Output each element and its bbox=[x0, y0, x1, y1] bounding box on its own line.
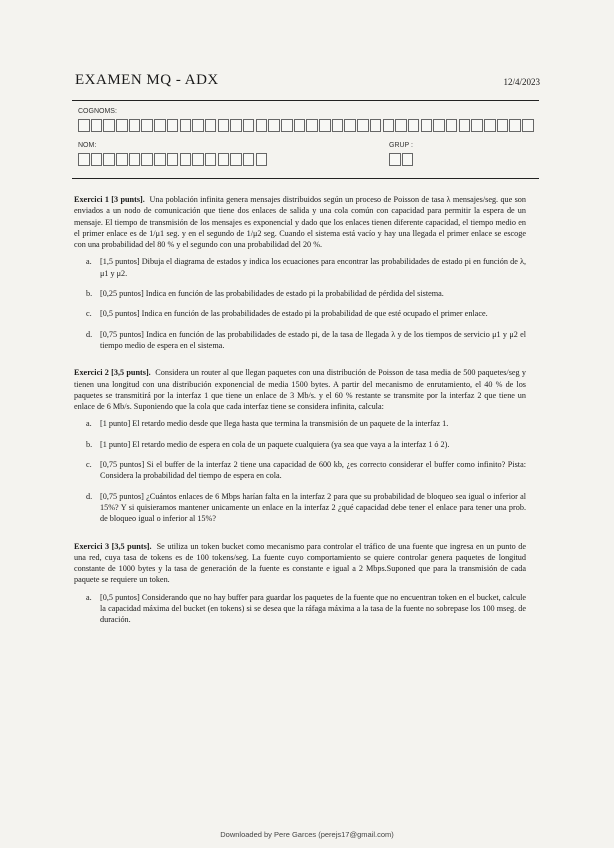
letter-box[interactable] bbox=[129, 153, 141, 166]
letter-box[interactable] bbox=[497, 119, 509, 132]
grup-boxes[interactable] bbox=[389, 153, 414, 166]
list-item bbox=[86, 491, 526, 525]
list-item bbox=[86, 329, 526, 352]
cognoms-label: COGNOMS: bbox=[78, 108, 117, 115]
letter-box[interactable] bbox=[154, 153, 166, 166]
letter-box[interactable] bbox=[522, 119, 534, 132]
letter-box[interactable] bbox=[243, 153, 255, 166]
item-letter: d. bbox=[86, 491, 93, 501]
letter-box[interactable] bbox=[180, 153, 192, 166]
item-text: [0,75 puntos] ¿Cuántos enlaces de 6 Mbps harían falta en la interfaz 2 para que su probabilidad de bloqueo sea igual o inferior al 15%? Y si quisieramos mantener unicamente un enlace en la interfaz 2 ¿qué capacidad debe tener el enlace para tener una prob. de bloqueo igual o inferior al 15%? bbox=[100, 491, 526, 524]
nom-boxes[interactable] bbox=[78, 153, 268, 166]
letter-box[interactable] bbox=[192, 153, 204, 166]
letter-box[interactable] bbox=[408, 119, 420, 132]
exercise-1-items bbox=[74, 256, 526, 351]
letter-box[interactable] bbox=[319, 119, 331, 132]
exercise-3-statement bbox=[74, 541, 526, 586]
letter-box[interactable] bbox=[192, 119, 204, 132]
nom-label: NOM: bbox=[78, 142, 97, 149]
letter-box[interactable] bbox=[154, 119, 166, 132]
letter-box[interactable] bbox=[433, 119, 445, 132]
exercise-2-statement bbox=[74, 367, 526, 412]
letter-box[interactable] bbox=[103, 119, 115, 132]
letter-box[interactable] bbox=[459, 119, 471, 132]
letter-box[interactable] bbox=[402, 153, 414, 166]
exercise-3-intro: Se utiliza un token bucket como mecanismo para controlar el tráfico de una fuente que ingresa en un punto de una red, cuya tasa de tokens es de 100 tokens/seg. La fuente cuyo comportamiento se quiere controlar genera paquetes de longitud constante de 1000 bytes y la tasa de generación de la fuente es constante e igual a 2 Mbps.Suponed que para la transmisión de cada paquete se requiere un token. bbox=[74, 541, 526, 585]
list-item bbox=[86, 418, 526, 429]
cognoms-boxes[interactable] bbox=[78, 119, 535, 132]
letter-box[interactable] bbox=[78, 153, 90, 166]
header-divider-top bbox=[72, 100, 539, 101]
letter-box[interactable] bbox=[243, 119, 255, 132]
exam-date: 12/4/2023 bbox=[503, 77, 540, 87]
list-item bbox=[86, 439, 526, 450]
exercise-2-items bbox=[74, 418, 526, 524]
exercise-1-heading: Exercici 1 [3 punts]. bbox=[74, 195, 145, 204]
item-letter: c. bbox=[86, 309, 92, 319]
letter-box[interactable] bbox=[129, 119, 141, 132]
item-letter: a. bbox=[86, 257, 92, 267]
item-text: [0,5 puntos] Indica en función de las probabilidades de estado pi la probabilidad de que esté ocupado el primer enlace. bbox=[100, 309, 488, 319]
letter-box[interactable] bbox=[218, 119, 230, 132]
exercise-3-heading: Exercici 3 [3,5 punts]. bbox=[74, 541, 152, 551]
letter-box[interactable] bbox=[446, 119, 458, 132]
list-item bbox=[86, 459, 526, 482]
item-text: [0,5 puntos] Considerando que no hay buffer para guardar los paquetes de la fuente que no encuentran token en el bucket, calcule la capacidad máxima del bucket (en tokens) si se desea que la ráfaga máxima a la tasa de la fuente no sobrepase los 100 mseg. de duración. bbox=[100, 592, 526, 625]
letter-box[interactable] bbox=[180, 119, 192, 132]
letter-box[interactable] bbox=[141, 153, 153, 166]
item-text: [0,25 puntos] Indica en función de las probabilidades de estado pi la probabilidad de pérdida del sistema. bbox=[100, 289, 444, 299]
letter-box[interactable] bbox=[91, 119, 103, 132]
item-letter: a. bbox=[86, 419, 92, 429]
item-letter: c. bbox=[86, 460, 92, 470]
letter-box[interactable] bbox=[306, 119, 318, 132]
item-letter: b. bbox=[86, 439, 93, 449]
letter-box[interactable] bbox=[141, 119, 153, 132]
letter-box[interactable] bbox=[205, 153, 217, 166]
list-item bbox=[86, 288, 526, 299]
download-footer: Downloaded by Pere Garces (perejs17@gmail.com) bbox=[220, 830, 394, 839]
list-item bbox=[86, 308, 526, 319]
letter-box[interactable] bbox=[383, 119, 395, 132]
letter-box[interactable] bbox=[78, 119, 90, 132]
letter-box[interactable] bbox=[116, 119, 128, 132]
letter-box[interactable] bbox=[281, 119, 293, 132]
letter-box[interactable] bbox=[421, 119, 433, 132]
item-text: [1 punto] El retardo medio desde que llega hasta que termina la transmisión de un paquete de la interfaz 1. bbox=[100, 419, 449, 429]
item-text: [0,75 puntos] Indica en función de las probabilidades de estado pi, de la tasa de llegada λ y de los tiempos de servicio μ1 y μ2 el tiempo medio de espera en el sistema. bbox=[100, 329, 526, 350]
letter-box[interactable] bbox=[370, 119, 382, 132]
item-letter: b. bbox=[86, 289, 93, 299]
letter-box[interactable] bbox=[256, 153, 268, 166]
item-letter: d. bbox=[86, 329, 93, 339]
item-text: [1 punto] El retardo medio de espera en cola de un paquete cualquiera (ya sea que vaya a la interfaz 1 ó 2). bbox=[100, 439, 450, 449]
exercise-2-heading: Exercici 2 [3,5 punts]. bbox=[74, 368, 151, 378]
letter-box[interactable] bbox=[332, 119, 344, 132]
exercise-2-intro: Considera un router al que llegan paquetes con una distribución de Poisson de tasa media de 500 paquetes/seg y tienen una longitud con una distribución exponencial de media 1500 bytes. A partir del mecanismo de enrutamiento, el 40 % de los paquetes se transmitirá por la interfaz 1 que tiene un enlace de 3 Mb/s. y el 60 % restante se transmite por la interfaz 2 que tiene un enlace de 6 Mb/s. Suponiendo que la cola que cada interfaz tiene se considera infinita, calcula: bbox=[74, 368, 526, 412]
exercise-2 bbox=[74, 367, 526, 524]
exercise-3 bbox=[74, 541, 526, 626]
grup-label: GRUP : bbox=[389, 142, 413, 149]
letter-box[interactable] bbox=[205, 119, 217, 132]
letter-box[interactable] bbox=[218, 153, 230, 166]
item-letter: a. bbox=[86, 592, 92, 602]
letter-box[interactable] bbox=[344, 119, 356, 132]
header-divider-bottom bbox=[72, 178, 539, 179]
letter-box[interactable] bbox=[167, 153, 179, 166]
letter-box[interactable] bbox=[103, 153, 115, 166]
letter-box[interactable] bbox=[167, 119, 179, 132]
exam-content bbox=[74, 194, 526, 635]
exercise-3-items bbox=[74, 592, 526, 626]
letter-box[interactable] bbox=[389, 153, 401, 166]
exam-title: EXAMEN MQ - ADX bbox=[75, 72, 219, 88]
item-text: [0,75 puntos] Si el buffer de la interfaz 2 tiene una capacidad de 600 kb, ¿es correcto considerar el buffer como infinito? Pista: Considera la probabilidad del tiempo de espera en cola. bbox=[100, 460, 526, 481]
list-item bbox=[86, 256, 526, 279]
letter-box[interactable] bbox=[230, 119, 242, 132]
letter-box[interactable] bbox=[357, 119, 369, 132]
letter-box[interactable] bbox=[230, 153, 242, 166]
item-text: [1,5 puntos] Dibuja el diagrama de estados y indica los ecuaciones para encontrar las probabilidades de estado pi en función de λ, μ1 y μ2. bbox=[100, 257, 526, 278]
letter-box[interactable] bbox=[395, 119, 407, 132]
letter-box[interactable] bbox=[509, 119, 521, 132]
letter-box[interactable] bbox=[91, 153, 103, 166]
exercise-1-statement bbox=[74, 194, 526, 250]
exercise-1-intro: Una población infinita genera mensajes distribuidos según un proceso de Poisson de tasa λ mensajes/seg. que son enviados a un nodo de comunicación que tiene dos enlaces de salida y una cola común con capacidad para permitir la espera de un mensaje. El tiempo de transmisión de los mensajes es exponencial y dado que los enlaces tienen diferente capacidad, el tiempo medio en el primer enlace es de 1/μ1 seg. y en el segundo de 1/μ2 seg. Cuando el sistema está vacío y hay una llegada el primer enlace se escoge con una probabilidad del 80 % y el segundo con una probabilidad del 20 %. bbox=[74, 195, 526, 250]
exercise-1 bbox=[74, 194, 526, 351]
list-item bbox=[86, 592, 526, 626]
letter-box[interactable] bbox=[116, 153, 128, 166]
letter-box[interactable] bbox=[256, 119, 268, 132]
letter-box[interactable] bbox=[294, 119, 306, 132]
letter-box[interactable] bbox=[268, 119, 280, 132]
letter-box[interactable] bbox=[484, 119, 496, 132]
letter-box[interactable] bbox=[471, 119, 483, 132]
